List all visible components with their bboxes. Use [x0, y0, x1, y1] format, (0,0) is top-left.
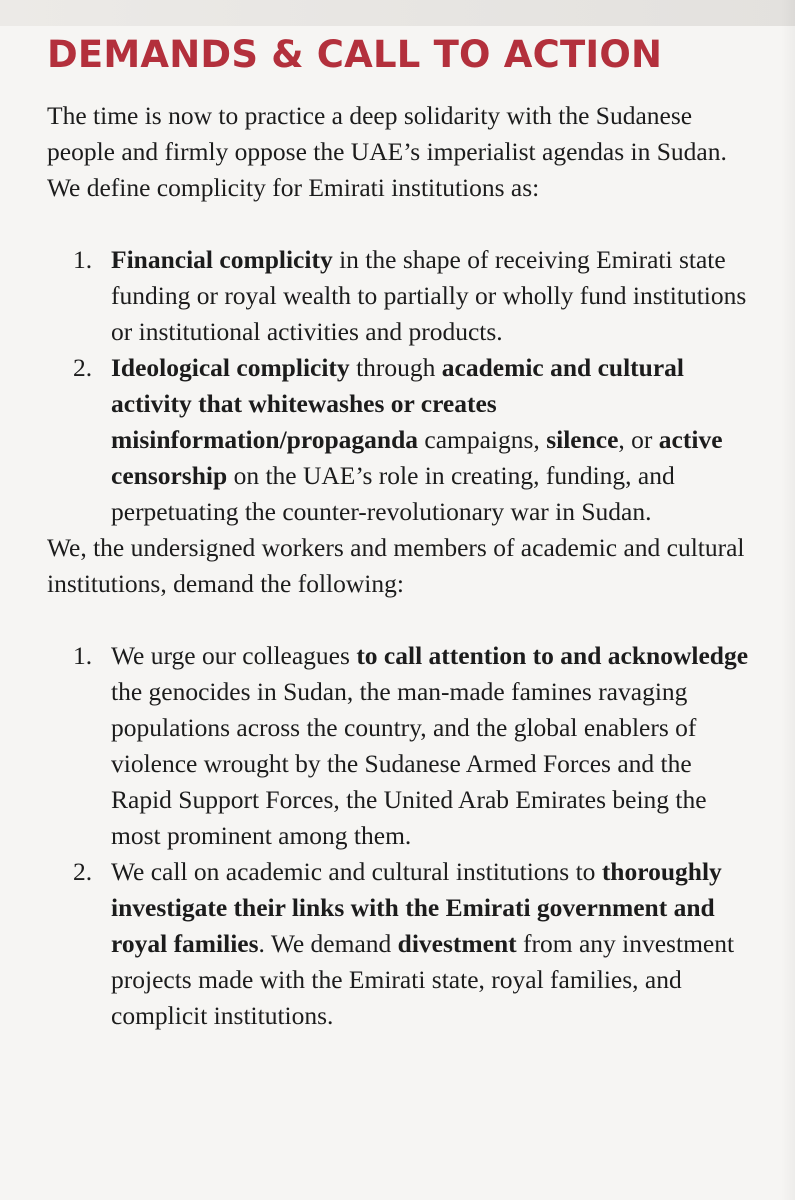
item-text: on the UAE’s role in creating, funding, and perpetuating the counter-revolutionary war in Sudan.: [111, 461, 675, 526]
bold-phrase: academic and cultural activity that whitewashes or creates misinformation/propaganda: [111, 353, 685, 454]
bold-phrase: Ideological complicity: [111, 353, 350, 382]
item-text: campaigns,: [418, 425, 547, 454]
page-edge-shadow: [781, 0, 795, 1200]
bold-phrase: divestment: [397, 929, 517, 958]
demand-intro-paragraph: We, the undersigned workers and members of academic and cultural institutions, demand the following:: [47, 533, 745, 598]
bold-phrase: Financial complicity: [111, 245, 333, 274]
item-text: from any investment projects made with the Emirati state, royal families, and complicit institutions.: [111, 929, 735, 1030]
item-text: in the shape of receiving Emirati state funding or royal wealth to partially or wholly fund institutions or institutional activities and products.: [111, 245, 747, 346]
section-heading: DEMANDS & CALL TO ACTION: [47, 33, 663, 76]
top-band: [0, 0, 795, 26]
item-text: the genocides in Sudan, the man-made famines ravaging populations across the country, and the global enablers of violence wrought by the Sudanese Armed Forces and the Rapid Support Forces, the United Arab Emirates being the most prominent among them.: [111, 677, 707, 850]
article-body: [47, 30, 757, 1034]
item-text: We call on academic and cultural institutions to: [111, 857, 602, 886]
item-text: . We demand: [258, 929, 398, 958]
list-item-financial-complicity: [111, 242, 757, 350]
bold-phrase: silence: [546, 425, 619, 454]
list-item-ideological-complicity: [111, 350, 757, 530]
bold-phrase: thoroughly investigate their links with the Emirati government and royal families: [111, 857, 722, 958]
list-item-investigate-divest: [111, 854, 757, 1034]
bold-phrase: to call attention to and acknowledge: [356, 641, 749, 670]
item-text: We urge our colleagues: [111, 641, 357, 670]
item-text: , or: [618, 425, 659, 454]
bold-phrase: active censorship: [111, 425, 723, 490]
complicity-list: [47, 242, 757, 530]
demands-list: [47, 638, 757, 1034]
item-text: through: [349, 353, 442, 382]
list-item-acknowledge: [111, 638, 757, 854]
intro-paragraph: The time is now to practice a deep solidarity with the Sudanese people and firmly oppose the UAE’s imperialist agendas in Sudan. We define complicity for Emirati institutions as:: [47, 101, 727, 202]
